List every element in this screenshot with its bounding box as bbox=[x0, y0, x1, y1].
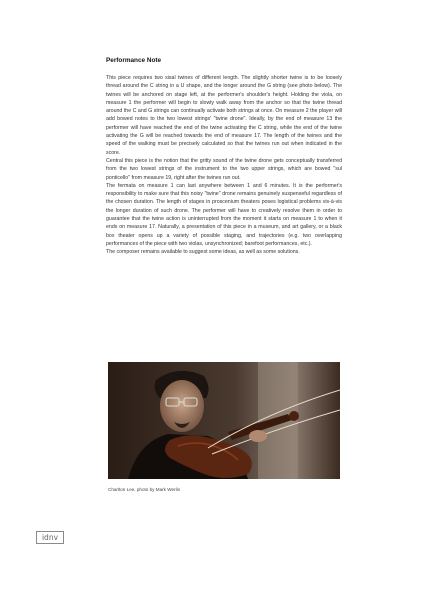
paragraph-2: Central this piece is the notion that the gritty sound of the twine drone gets conceptually transferred from the two lowest strings of the instrument to the two upper strings, which are bowed "sul ponticello" from measure 19, right after the twines run out. bbox=[106, 157, 342, 181]
publisher-logo: idnv bbox=[36, 531, 64, 544]
performer-photo bbox=[108, 362, 340, 479]
photo-caption: Charlton Lee, photo by Mark Werlin bbox=[108, 487, 181, 492]
body-text bbox=[106, 74, 342, 257]
paragraph-3: The fermata on measure 1 can last anywhere between 1 and 6 minutes. It is the performer's responsibility to make sure that this noisy "twine" drone remains genuinely suspenseful regardless of the chosen duration. The length of stages in proscenium theaters poses logistical problems vis-à-vis the longer duration of such drone. The performer will have to creatively resolve them in order to guarantee that the twine action is uninterrupted from the moment it starts on measure 1 to when it ends on measure 17. Naturally, a presentation of this piece in a museum, and art gallery, or a black box theater opens up a variety of possible staging, and trajectories (e.g. two overlapping performances of the piece with two violas, unsynchronized; barefoot performances, etc.). bbox=[106, 182, 342, 247]
page-title: Performance Note bbox=[106, 57, 162, 64]
paragraph-4: The composer remains available to suggest some ideas, as well as some solutions. bbox=[106, 249, 300, 256]
paragraph-1: This piece requires two sisal twines of different length. The slightly shorter twine is to be loosely thread around the C string in a U shape, and the longer around the G string (see photo below). The twines will be anchored on stage left, at the performer's shoulder's height. Holding the viola, on measure 1 the performer will begin to slowly walk away from the anchor so that the twine thread around the C and G strings can continually activate both strings at once. On measure 2 the player will add bowed notes to the two lowest strings' "twine drone". Ideally, by the end of measure 13 the performer will have reached the end of the twine activating the C string, while the end of the twine activating the G will be reached towards the end of measure 17. The length of the twines and the speed of the walking must be precisely calculated so that the twines run out when indicated in the score. bbox=[106, 75, 342, 156]
viola-performer-image bbox=[108, 362, 340, 479]
